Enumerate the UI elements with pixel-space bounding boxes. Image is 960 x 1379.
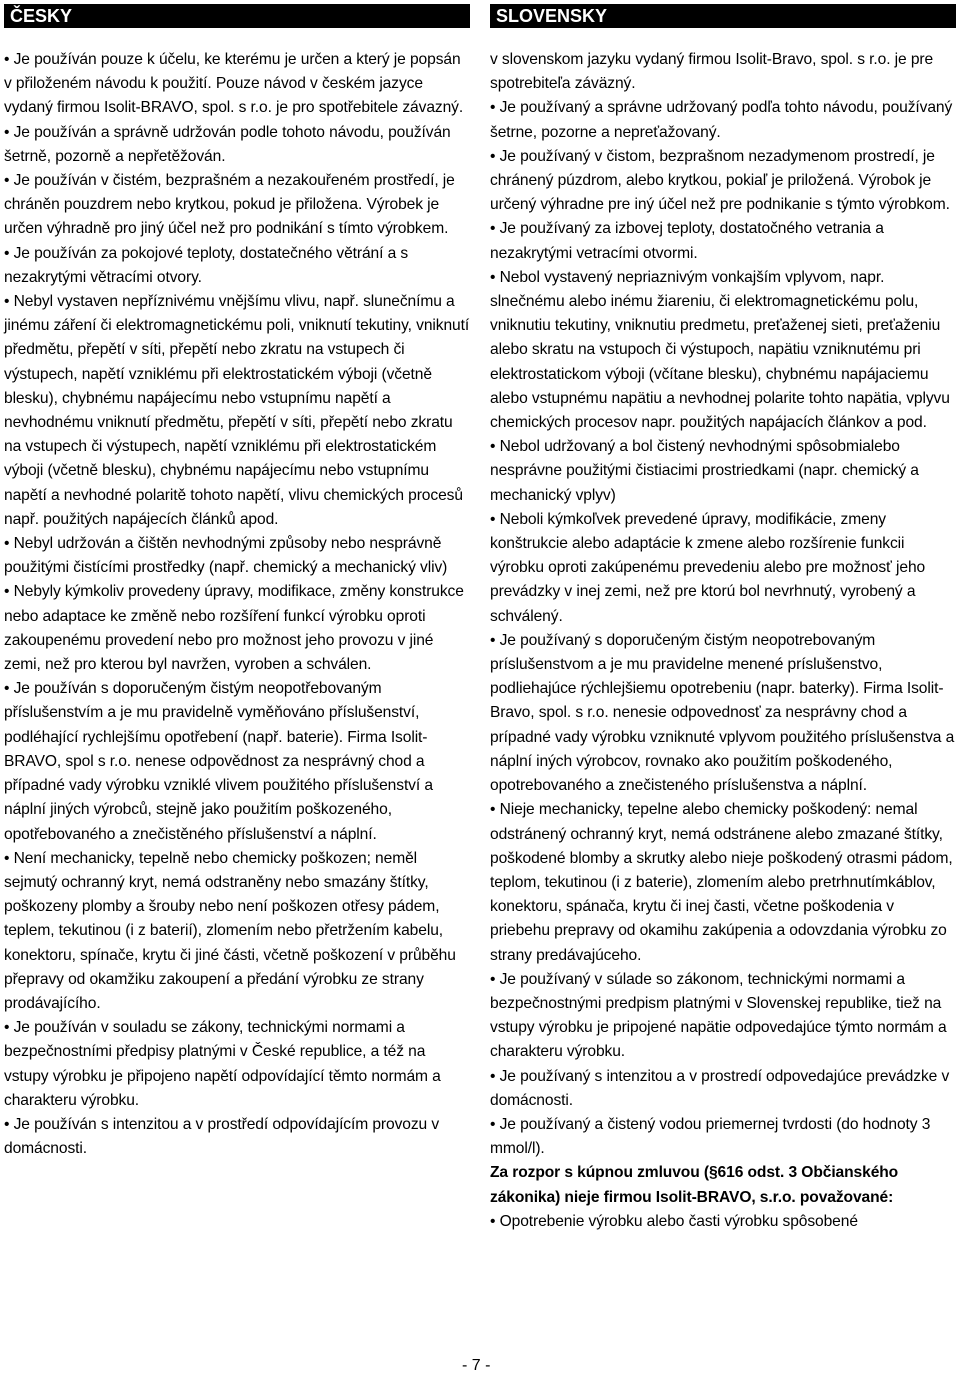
- czech-paragraph: • Je používán v souladu se zákony, technickými normami a bezpečnostními předpisy platnými v České republice, a též na vstupy výrobku je připojeno napětí odpovídající těmto normám a charakteru výrobku.: [4, 1019, 441, 1109]
- czech-paragraph: • Je používán s doporučeným čistým neopotřebovaným příslušenstvím a je mu pravidelně vyměňováno příslušenství, podléhající rychlejšímu opotřebení (např. baterie). Firma Isolit-BRAVO, spol s r.o. nenese odpovědnost za nesprávný chod a případné vady výrobku vzniklé vlivem použitého příslušenství a náplní jiných výrobců, stejně jako použitím poškozeného, opotřebovaného a znečistěného příslušenství a náplní.: [4, 680, 433, 843]
- slovak-paragraph: • Nebol udržovaný a bol čistený nevhodnými spôsobmialebo nesprávne použitými čistiacimi prostriedkami (napr. chemický a mechanický vplyv): [490, 438, 919, 504]
- slovak-text: [490, 48, 956, 1234]
- slovak-paragraph: • Je používaný za izbovej teploty, dostatočného vetrania a nezakrytými vetracími otvormi.: [490, 220, 884, 262]
- slovak-paragraph: • Nieje mechanicky, tepelne alebo chemicky poškodený: nemal odstránený ochranný kryt, nemá odstránene alebo zmazané štítky, poškodené blomby a skrutky alebo nieje poškodený otrasmi pádom, teplom, tekutinou (i z baterie), zlomením alebo pretrhnutímkáblov, konektoru, spánača, krytu či inej časti, včetne poškodenia v priebehu prepravy od okamihu zakúpenia a odovzdania výrobku zo strany predávajúceho.: [490, 801, 953, 964]
- czech-paragraph: • Je používán v čistém, bezprašném a nezakouřeném prostředí, je chráněn pouzdrem nebo krytkou, pokud je přiložena. Výrobek je určen výhradně pro jiný účel než pro podnikání s tímto výrobkem.: [4, 172, 455, 238]
- slovak-paragraph: • Opotrebenie výrobku alebo časti výrobku spôsobené: [490, 1212, 858, 1230]
- slovak-paragraph: • Je používaný s doporučeným čistým neopotrebovaným príslušenstvom a je mu pravidelne menené príslušenstvo, podliehajúce rýchlejšiemu opotrebeniu (napr. baterky). Firma Isolit-Bravo, spol. s r.o. nenesie odpovednosť za nesprávny chod a prípadné vady výrobku vzniknuté vplyvom použitého príslušenstva a náplní iných výrobcov, rovnako ako použitím poškodeného, opotrebovaného a znečisteného príslušenstva a náplní.: [490, 631, 955, 795]
- slovak-paragraph: • Nebol vystavený nepriaznivým vonkajším vplyvom, napr. slnečnému alebo inému žiareniu, či elektromagnetickému polu, vniknutiu tekutiny, vniknutiu predmetu, preťaženej sieti, preťaženiu alebo skratu na vstupoch či výstupoch, napätiu vzniknutému pri elektrostatickom výboji (včítane blesku), chybnému napájaciemu alebo vstupnému napätiu a nevhodnej polarite tohto napätia, vplyvu chemických procesov napr. použitých napájacích článkov a pod.: [490, 268, 950, 432]
- slovak-paragraph: • Je používaný s intenzitou a v prostredí odpovedajúce prevádzke v domácnosti.: [490, 1067, 950, 1109]
- czech-header: ČESKY: [4, 4, 470, 28]
- czech-text: [4, 48, 470, 1161]
- czech-paragraph: • Je používán pouze k účelu, ke kterému je určen a který je popsán v přiloženém návodu k použití. Pouze návod v českém jazyce vydaný firmou Isolit-BRAVO, spol. s r.o. je pro spotřebitele závazný.: [4, 51, 464, 117]
- slovak-paragraph: • Je používaný v čistom, bezprašnom nezadymenom prostredí, je chránený púzdrom, alebo krytkou, pokiaľ je priložená. Výrobok je určený výhradne pre iný účel než pre podnikanie s týmto výrobkom.: [490, 147, 950, 214]
- slovak-paragraph: • Je používaný a čistený vodou priemernej tvrdosti (do hodnoty 3 mmol/l).: [490, 1115, 931, 1158]
- czech-paragraph: • Není mechanicky, tepelně nebo chemicky poškozen; neměl sejmutý ochranný kryt, nemá odstraněny nebo smazány štítky, poškozeny plomby a šrouby nebo není poškozen otřesy pádem, teplem, tekutinou (i z baterií), zlomením nebo přetržením kabelu, konektoru, spínače, krytu či jiné části, včetně poškození v průběhu přepravy od okamžiku zakoupení a předání výrobku ze strany prodávajícího.: [4, 849, 456, 1012]
- slovak-column: [490, 4, 956, 1234]
- slovak-paragraph: v slovenskom jazyku vydaný firmou Isolit-Bravo, spol. s r.o. je pre spotrebiteľa záväzný.: [490, 51, 934, 93]
- czech-paragraph: • Je používán s intenzitou a v prostředí odpovídajícím provozu v domácnosti.: [4, 1115, 440, 1158]
- czech-paragraph: • Nebyly kýmkoliv provedeny úpravy, modifikace, změny konstrukce nebo adaptace ke změně nebo rozšíření funkcí výrobku oproti zakoupenému provedení nebo pro možnost jeho provozu v jiné zemi, než pro kterou byl navržen, vyroben a schválen.: [4, 583, 464, 674]
- czech-paragraph: • Je používán za pokojové teploty, dostatečného větrání a s nezakrytými větracími otvory.: [4, 244, 409, 286]
- slovak-header: SLOVENSKY: [490, 4, 956, 28]
- slovak-paragraph: • Je používaný v súlade so zákonom, technickými normami a bezpečnostnými predpism platnými v Slovenskej republike, tiež na vstupy výrobku je pripojené napätie odpovedajúce týmto normám a charakteru výrobku.: [490, 970, 947, 1061]
- czech-paragraph: • Nebyl udržován a čištěn nevhodnými způsoby nebo nesprávně použitými čistícími prostředky (např. chemický a mechanický vliv): [4, 535, 448, 577]
- czech-paragraph: • Nebyl vystaven nepříznivému vnějšímu vlivu, např. slunečnímu a jinému záření či elektromagnetickému poli, vniknutí tekutiny, vniknutí předmětu, přepětí v síti, přepětí nebo zkratu na vstupech či výstupech, napětí vzniklému při elektrostatickém výboji (včetně blesku), chybnému napájecímu nebo vstupnímu napětí a nevhodnému vniknutí předmětu, přepětí v síti, přepětí nebo zkratu na vstupech či výstupech, napětí vzniklému při elektrostatickém výboji (včetně blesku), chybnému napájecímu nebo vstupnímu napětí a nevhodné polaritě tohoto napětí, vlivu chemických procesů např. použitých napájecích článků apod.: [4, 293, 470, 528]
- czech-paragraph: • Je používán a správně udržován podle tohoto návodu, používán šetrně, pozorně a nepřetěžován.: [4, 123, 451, 165]
- slovak-paragraph: • Je používaný a správne udržovaný podľa tohto návodu, používaný šetrne, pozorne a nepreťažovaný.: [490, 99, 953, 141]
- czech-column: [4, 4, 470, 1161]
- slovak-paragraph: • Neboli kýmkoľvek prevedené úpravy, modifikácie, zmeny konštrukcie alebo adaptácie k zmene alebo rozšírenie funkcii výrobku oproti zakúpenému prevedeniu alebo pre možnosť jeho prevádzky v inej zemi, než pre ktorú bol nevrhnutý, vyrobený a schválený.: [490, 510, 926, 625]
- slovak-bold-statement: Za rozpor s kúpnou zmluvou (§616 odst. 3 Občianského zákonika) nieje firmou Isolit-BRAVO, s.r.o. považované:: [490, 1164, 899, 1206]
- page-number: - 7 -: [462, 1357, 491, 1374]
